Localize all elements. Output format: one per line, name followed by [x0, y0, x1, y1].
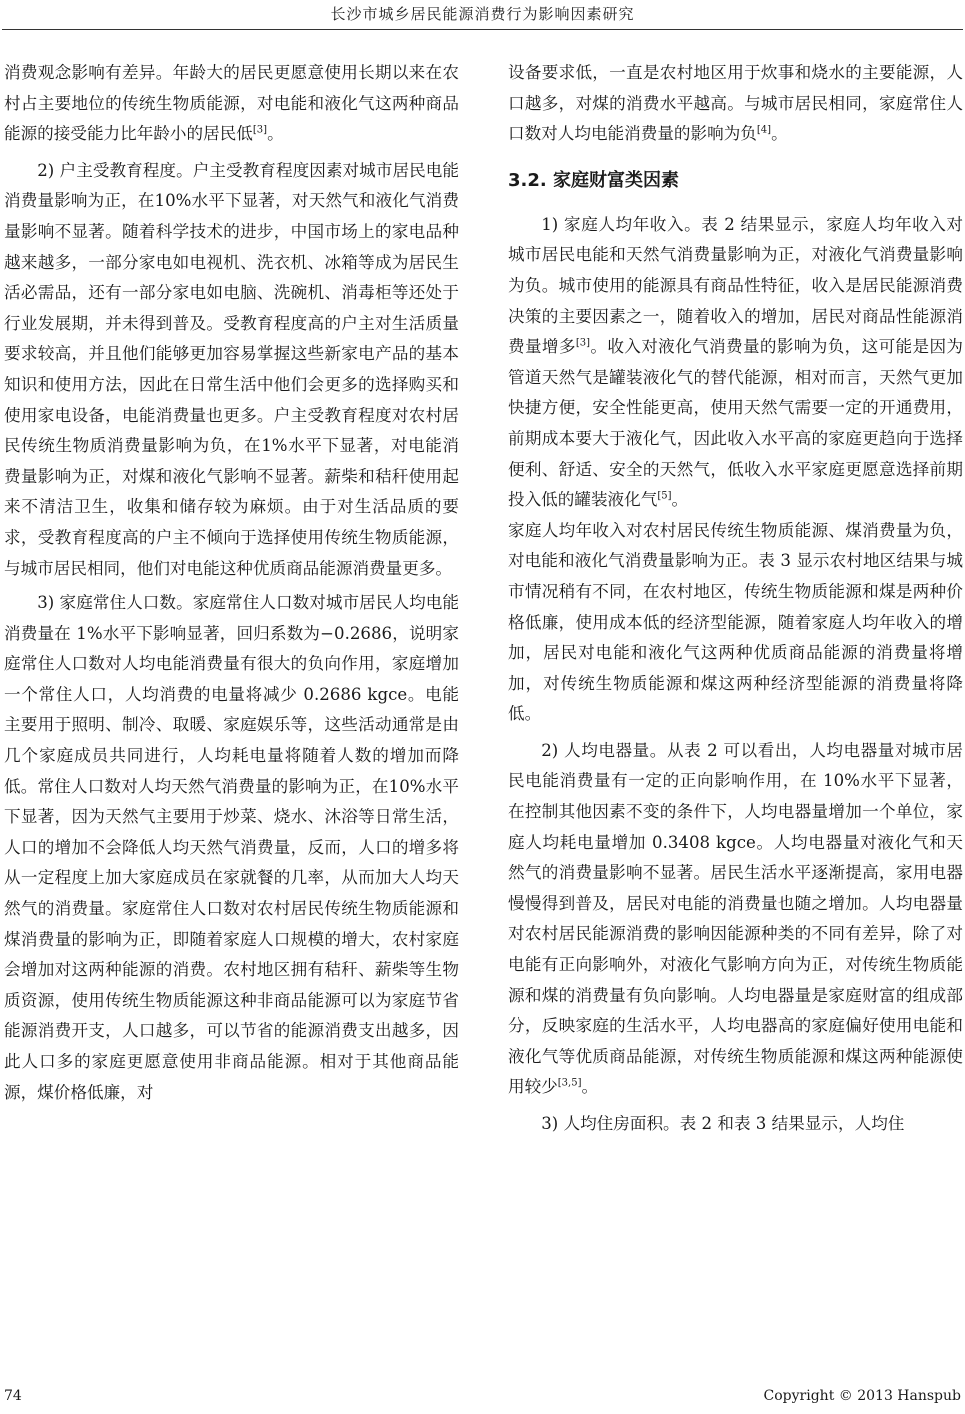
header-rule	[2, 29, 963, 30]
citation-link[interactable]: [4]	[756, 124, 772, 136]
copyright-notice: Copyright © 2013 Hanspub	[763, 1388, 961, 1404]
section-heading: 3.2. 家庭财富类因素	[508, 169, 679, 191]
paragraph-education: 2) 户主受教育程度。户主受教育程度因素对城市居民电能消费量影响为正，在10%水平下显著，对天然气和液化气消费量影响不显著。随着科学技术的进步，中国市场上的家电品种越来越多，一部分家电如电视机、洗衣机、冰箱等成为居民生活必需品，还有一部分家电如电脑、洗碗机、消毒柜等还处于行业发展期，并未得到普及。受教育程度高的户主对生活质量要求较高，并且他们能够更加容易掌握这些新家电产品的基本知识和使用方法，因此在日常生活中他们会更多的选择购买和使用家电设备，电能消费量也更多。户主受教育程度对农村居民传统生物质消费量影响为负，在1%水平下显著，对电能消费量影响为正，对煤和液化气影响不显著。薪柴和秸秆使用起来不清洁卫生，收集和储存较为麻烦。由于对生活品质的要求，受教育程度高的户主不倾向于选择使用传统生物质能源，与城市居民相同，他们对电能这种优质商品能源消费量更多。	[4, 160, 459, 578]
left-column	[4, 58, 459, 1108]
paragraph-household-size: 3) 家庭常住人口数。家庭常住人口数对城市居民人均电能消费量在 1%水平下影响显著，回归系数为−0.2686，说明家庭常住人口数对人均电能消费量有很大的负向作用，家庭增加一个常住人口，人均消费的电量将减少 0.2686 kgce。电能主要用于照明、制冷、取暖、家庭娱乐等，这些活动通常是由几个家庭成员共同进行，人均耗电量将随着人数的增加而降低。常住人口数对人均天然气消费量的影响为正，在10%水平下显著，因为天然气主要用于炒菜、烧水、沐浴等日常生活，人口的增加不会降低人均天然气消费量，反而，人口的增多将从一定程度上加大家庭成员在家就餐的几率，从而加大人均天然气的消费量。家庭常住人口数对农村居民传统生物质能源和煤消费量的影响为正，即随着家庭人口规模的增大，农村家庭会增加对这两种能源的消费。农村地区拥有秸秆、薪柴等生物质资源，使用传统生物质能源这种非商品能源可以为家庭节省能源消费开支，人口越多，可以节省的能源消费支出越多，因此人口多的家庭更愿意使用非商品能源。相对于其他商品能源，煤价格低廉，对	[4, 593, 459, 1102]
paragraph-housing-area: 3) 人均住房面积。表 2 和表 3 结果显示，人均住	[541, 1114, 905, 1133]
citation-link[interactable]: [3]	[575, 337, 590, 349]
paragraph-income: 1) 家庭人均年收入。表 2 结果显示，家庭人均年收入对城市居民电能和天然气消费量影响为正，对液化气消费量影响为负。城市使用的能源具有商品性特征，收入是居民能源消费决策的主要因素之一，随着收入的增加，居民对商品性能源消费量增多[3]。收入对液化气消费量的影响为负，这可能是因为管道天然气是罐装液化气的替代能源，相对而言，天然气更加快捷方便，安全性能更高，使用天然气需要一定的开通费用，前期成本要大于液化气，因此收入水平高的家庭更趋向于选择便利、舒适、安全的天然气，低收入水平家庭更愿意选择前期投入低的罐装液化气[5]。	[508, 214, 964, 510]
right-column	[508, 58, 963, 1140]
paragraph-income-rural: 家庭人均年收入对农村居民传统生物质能源、煤消费量为负，对电能和液化气消费量影响为正。表 3 显示农村地区结果与城市情况稍有不同，在农村地区，传统生物质能源和煤是两种价格低廉，使用成本低的经济型能源，随着家庭人均年收入的增加，居民对电能和液化气这两种优质商品能源的消费量将增加，对传统生物质能源和煤这两种经济型能源的消费量将降低。	[508, 520, 963, 724]
citation-link[interactable]: [3,5]	[557, 1077, 582, 1089]
citation-link[interactable]: [3]	[252, 124, 268, 136]
paragraph-household-size-continued: 设备要求低，一直是农村地区用于炊事和烧水的主要能源，人口越多，对煤的消费水平越高。与城市居民相同，家庭常住人口数对人均电能消费量的影响为负[4]。	[508, 63, 963, 144]
citation-link[interactable]: [5]	[657, 490, 672, 502]
paragraph-appliances: 2) 人均电器量。从表 2 可以看出，人均电器量对城市居民电能消费量有一定的正向影响作用，在 10%水平下显著，在控制其他因素不变的条件下，人均电器量增加一个单位，家庭人均耗电量增加 0.3408 kgce。人均电器量对液化气和天然气的消费量影响不显著。居民生活水平逐渐提高，家用电器慢慢得到普及，居民对电能的消费量也随之增加。人均电器量对农村居民能源消费的影响因能源种类的不同有差异，除了对电能有正向影响外，对液化气影响方向为正，对传统生物质能源和煤的消费量有负向影响。人均电器量是家庭财富的组成部分，反映家庭的生活水平，人均电器高的家庭偏好使用电能和液化气等优质商品能源，对传统生物质能源和煤这两种能源使用较少[3,5]。	[508, 740, 963, 1097]
paragraph-age-continued: 消费观念影响有差异。年龄大的居民更愿意使用长期以来在农村占主要地位的传统生物质能源，对电能和液化气这两种商品能源的接受能力比年龄小的居民低[3]。	[4, 63, 459, 144]
page-number: 74	[4, 1388, 22, 1404]
running-header: 长沙市城乡居民能源消费行为影响因素研究	[330, 5, 635, 23]
